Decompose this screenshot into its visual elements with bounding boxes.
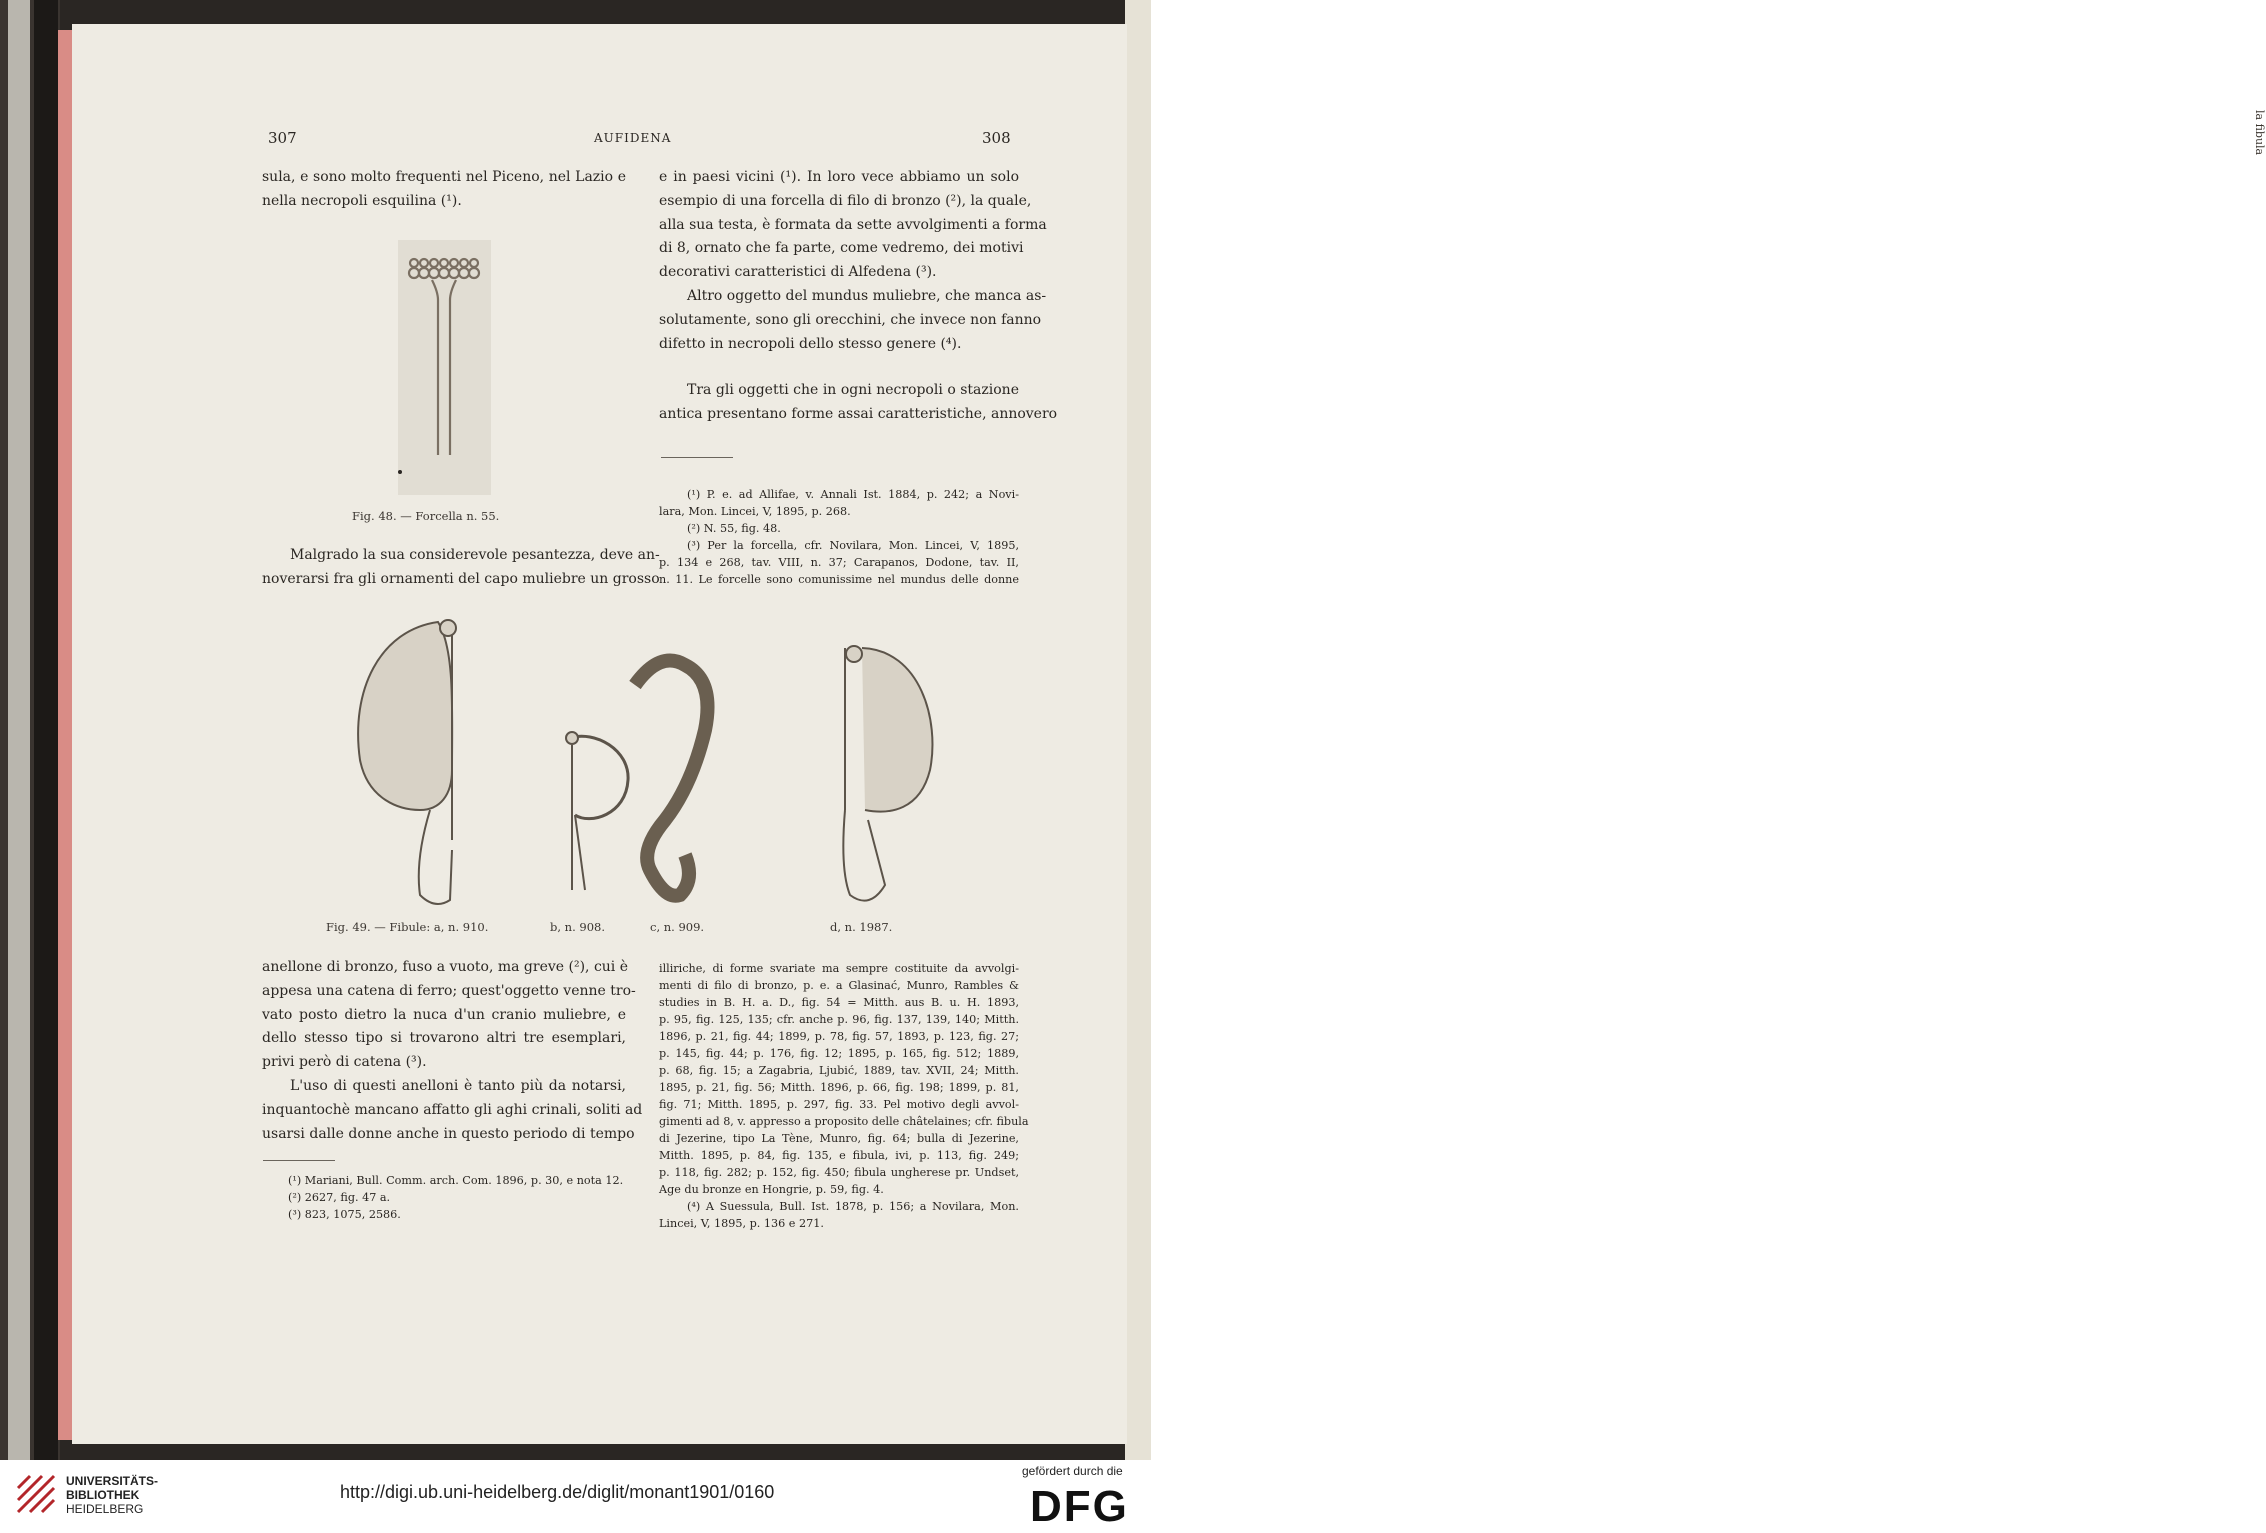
text-line: Malgrado la sua considerevole pesantezza, deve an- — [290, 547, 660, 563]
footnote-line: p. 118, fig. 282; p. 152, fig. 450; fibula ungherese pr. Undset, — [659, 1166, 1019, 1179]
footnote-line: gimenti ad 8, v. appresso a proposito delle châtelaines; cfr. fibula — [659, 1115, 1029, 1128]
library-name-line: BIBLIOTHEK — [66, 1488, 140, 1502]
footnote-line: Age du bronze en Hongrie, p. 59, fig. 4. — [659, 1183, 884, 1196]
footnote-rule — [263, 1160, 335, 1161]
university-library-logo-icon — [14, 1472, 58, 1516]
footnote-line: (¹) P. e. ad Allifae, v. Annali Ist. 1884, p. 242; a Novi- — [687, 488, 1019, 501]
footnote-line: illiriche, di forme svariate ma sempre costituite da avvolgi- — [659, 962, 1019, 975]
left-footnotes — [288, 1172, 628, 1223]
text-line: decorativi caratteristici di Alfedena (³). — [659, 264, 937, 281]
text-line: vato posto dietro la nuca d'un cranio muliebre, e — [262, 1006, 626, 1023]
text-line: e in paesi vicini (¹). In loro vece abbiamo un solo — [659, 169, 1019, 185]
left-column-bottom — [262, 956, 643, 1146]
dfg-logo: DFG — [1030, 1482, 1129, 1531]
text-line: privi però di catena (³). — [262, 1054, 427, 1071]
footnote-line: di Jezerine, tipo La Tène, Munro, fig. 64; bulla di Jezerine, — [659, 1132, 1019, 1145]
right-column-top — [659, 166, 1058, 427]
text-line: inquantochè mancano affatto gli aghi crinali, soliti ad — [262, 1101, 643, 1118]
left-page-number: 307 — [268, 129, 297, 147]
text-line: esempio di una forcella di filo di bronzo (²), la quale, — [659, 192, 1032, 209]
footnote-line: Lincei, V, 1895, p. 136 e 271. — [659, 1217, 824, 1230]
footnote-line: (²) N. 55, fig. 48. — [687, 522, 781, 535]
left-column-middle — [262, 544, 660, 592]
margin-note: la fibula — [2253, 110, 2266, 156]
footnote-line: studies in B. H. a. D., fig. 54 = Mitth. aus B. u. H. 1893, — [659, 996, 1019, 1009]
footnote-line: n. 11. Le forcelle sono comunissime nel mundus delle donne — [659, 573, 1019, 586]
footnote-line: (¹) Mariani, Bull. Comm. arch. Com. 1896, p. 30, e nota 12. — [288, 1174, 624, 1187]
right-footnotes-top — [659, 486, 1019, 588]
figure-49-caption-d: d, n. 1987. — [830, 920, 893, 934]
footnote-line: lara, Mon. Lincei, V, 1895, p. 268. — [659, 505, 851, 518]
footnote-line: p. 134 e 268, tav. VIII, n. 37; Carapanos, Dodone, tav. II, — [659, 556, 1019, 569]
viewer-footer — [0, 1460, 1151, 1533]
footnote-line: fig. 71; Mitth. 1895, p. 297, fig. 33. Pel motivo degli avvol- — [659, 1098, 1019, 1111]
figure-49-caption-b: b, n. 908. — [550, 920, 605, 934]
text-line: appesa una catena di ferro; quest'oggetto venne tro- — [262, 982, 636, 999]
spine-shadow — [34, 0, 58, 1460]
figure-48-photo — [398, 240, 491, 495]
text-line: Tra gli oggetti che in ogni necropoli o stazione — [687, 382, 1019, 399]
text-line: usarsi dalle donne anche in questo periodo di tempo — [262, 1125, 635, 1142]
figure-49-fibulae — [340, 610, 960, 915]
footnote-line: Mitth. 1895, p. 84, fig. 135, e fibula, ivi, p. 113, fig. 249; — [659, 1149, 1019, 1162]
next-page-margin — [1125, 0, 2266, 1460]
library-name-line: UNIVERSITÄTS- — [66, 1474, 159, 1488]
footnote-line: p. 68, fig. 15; a Zagabria, Ljubić, 1889, tav. XVII, 24; Mitth. — [659, 1064, 1019, 1077]
hairpin-illustration — [398, 240, 491, 495]
spine-highlight — [8, 0, 30, 1460]
library-name-line: HEIDELBERG — [66, 1502, 144, 1516]
footnote-rule — [661, 457, 733, 458]
footnote-line: 1896, p. 21, fig. 44; 1899, p. 78, fig. 57, 1893, p. 123, fig. 27; — [659, 1030, 1019, 1043]
document-url-link[interactable]: http://digi.ub.uni-heidelberg.de/diglit/monant1901/0160 — [340, 1482, 775, 1502]
right-footnotes-bottom — [659, 960, 1029, 1232]
funding-label: gefördert durch die — [1022, 1464, 1123, 1478]
text-line: Altro oggetto del mundus muliebre, che manca as- — [687, 287, 1047, 304]
text-line: di 8, ornato che fa parte, come vedremo, dei motivi — [659, 240, 1024, 257]
footnote-line: 1895, p. 21, fig. 56; Mitth. 1896, p. 66, fig. 198; 1899, p. 81, — [659, 1081, 1019, 1094]
text-line: difetto in necropoli dello stesso genere (⁴). — [659, 335, 962, 352]
text-line: solutamente, sono gli orecchini, che invece non fanno — [659, 311, 1042, 328]
footnote-line: (³) 823, 1075, 2586. — [288, 1208, 401, 1221]
figure-49-caption-a: Fig. 49. — Fibule: a, n. 910. — [326, 920, 489, 934]
right-page-number: 308 — [982, 129, 1011, 147]
text-line: dello stesso tipo si trovarono altri tre esemplari, — [262, 1030, 626, 1047]
text-line: alla sua testa, è formata da sette avvolgimenti a forma — [659, 216, 1047, 233]
footnote-line: (⁴) A Suessula, Bull. Ist. 1878, p. 156; a Novilara, Mon. — [687, 1200, 1019, 1213]
text-line: antica presentano forme assai caratteristiche, annovero — [659, 406, 1058, 423]
text-line: L'uso di questi anelloni è tanto più da notarsi, — [290, 1077, 626, 1094]
text-line: anellone di bronzo, fuso a vuoto, ma greve (²), cui è — [262, 959, 629, 975]
text-line: sula, e sono molto frequenti nel Piceno, nel Lazio e — [262, 169, 626, 185]
footnote-line: p. 95, fig. 125, 135; cfr. anche p. 96, fig. 137, 139, 140; Mitth. — [659, 1013, 1019, 1026]
running-title: AUFIDENA — [594, 131, 672, 145]
footnote-line: (²) 2627, fig. 47 a. — [288, 1191, 391, 1204]
footnote-line: p. 145, fig. 44; p. 176, fig. 12; 1895, p. 165, fig. 512; 1889, — [659, 1047, 1019, 1060]
footnote-line: (³) Per la forcella, cfr. Novilara, Mon. Lincei, V, 1895, — [687, 539, 1019, 552]
left-column-top — [262, 166, 626, 214]
text-line: noverarsi fra gli ornamenti del capo muliebre un grosso — [262, 570, 660, 587]
library-name — [66, 1474, 158, 1516]
text-line: nella necropoli esquilina (¹). — [262, 192, 462, 209]
figure-48-caption: Fig. 48. — Forcella n. 55. — [352, 509, 500, 523]
footnote-line: menti di filo di bronzo, p. e. a Glasinać, Munro, Rambles & — [659, 979, 1019, 992]
figure-49-caption-c: c, n. 909. — [650, 920, 705, 934]
